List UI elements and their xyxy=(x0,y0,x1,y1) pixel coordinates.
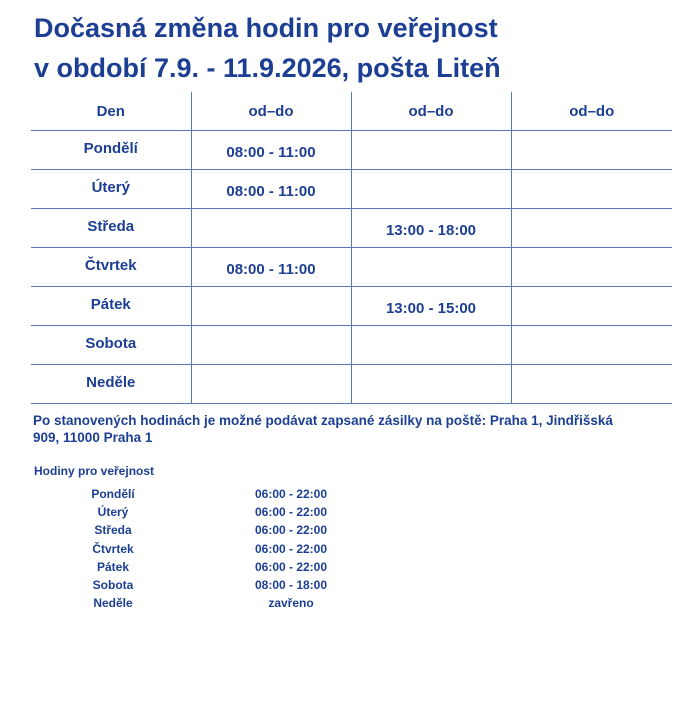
table-row xyxy=(31,365,672,404)
row-slot-1 xyxy=(191,326,351,365)
row-slot-3 xyxy=(511,170,672,209)
row-slot-2 xyxy=(351,326,511,365)
row-slot-3 xyxy=(511,131,672,170)
row-slot-3 xyxy=(511,326,672,365)
row-day: Středa xyxy=(31,209,191,248)
title-line-1: Dočasná změna hodin pro veřejnost xyxy=(34,13,498,43)
header-slot-1: od–do xyxy=(191,92,351,131)
hours-time: zavřeno xyxy=(268,596,314,611)
alternate-post-office-note: Po stanovených hodinách je možné podávat zapsané zásilky na poště: Praha 1, Jindřišská 909, 11000 Praha 1 xyxy=(33,413,613,445)
row-slot-3 xyxy=(511,248,672,287)
hours-time: 06:00 - 22:00 xyxy=(254,523,328,538)
row-slot-2 xyxy=(351,131,511,170)
table-row xyxy=(31,287,672,326)
page-title xyxy=(34,8,501,88)
row-day: Čtvrtek xyxy=(31,248,191,287)
header-slot-3: od–do xyxy=(511,92,672,131)
hours-time: 06:00 - 22:00 xyxy=(254,487,328,502)
row-slot-3 xyxy=(511,209,672,248)
table-row xyxy=(31,248,672,287)
public-hours-table xyxy=(60,485,396,612)
table-row xyxy=(31,209,672,248)
list-item xyxy=(60,503,396,521)
table-row xyxy=(31,131,672,170)
row-slot-2: 13:00 - 15:00 xyxy=(351,287,511,326)
list-item xyxy=(60,540,396,558)
hours-time: 06:00 - 22:00 xyxy=(254,559,328,574)
title-line-2: v období 7.9. - 11.9.2026, pošta Liteň xyxy=(34,53,501,83)
row-slot-2: 13:00 - 18:00 xyxy=(351,209,511,248)
hours-day: Pondělí xyxy=(91,487,135,502)
list-item xyxy=(60,558,396,576)
public-hours-title: Hodiny pro veřejnost xyxy=(34,464,155,478)
row-slot-3 xyxy=(511,365,672,404)
row-day: Pondělí xyxy=(31,131,191,170)
list-item xyxy=(60,521,396,539)
row-slot-1: 08:00 - 11:00 xyxy=(191,131,351,170)
list-item xyxy=(60,485,396,503)
hours-day: Pátek xyxy=(96,559,130,574)
row-slot-1 xyxy=(191,287,351,326)
row-slot-2 xyxy=(351,365,511,404)
list-item xyxy=(60,594,396,612)
row-slot-1: 08:00 - 11:00 xyxy=(191,170,351,209)
hours-day: Středa xyxy=(94,523,132,538)
hours-day: Úterý xyxy=(97,505,129,520)
row-day: Neděle xyxy=(31,365,191,404)
row-day: Úterý xyxy=(31,170,191,209)
hours-time: 06:00 - 22:00 xyxy=(254,505,328,520)
list-item xyxy=(60,576,396,594)
hours-day: Sobota xyxy=(92,578,134,593)
row-slot-2 xyxy=(351,170,511,209)
table-header-row xyxy=(31,92,672,131)
hours-time: 08:00 - 18:00 xyxy=(254,578,328,593)
table-row xyxy=(31,170,672,209)
hours-time: 06:00 - 22:00 xyxy=(254,541,328,556)
header-day: Den xyxy=(31,92,191,131)
row-slot-1 xyxy=(191,209,351,248)
row-slot-1 xyxy=(191,365,351,404)
row-slot-2 xyxy=(351,248,511,287)
header-slot-2: od–do xyxy=(351,92,511,131)
row-day: Pátek xyxy=(31,287,191,326)
temporary-hours-table xyxy=(31,92,672,404)
row-slot-3 xyxy=(511,287,672,326)
row-slot-1: 08:00 - 11:00 xyxy=(191,248,351,287)
hours-day: Čtvrtek xyxy=(92,541,134,556)
table-row xyxy=(31,326,672,365)
hours-day: Neděle xyxy=(93,596,133,611)
row-day: Sobota xyxy=(31,326,191,365)
